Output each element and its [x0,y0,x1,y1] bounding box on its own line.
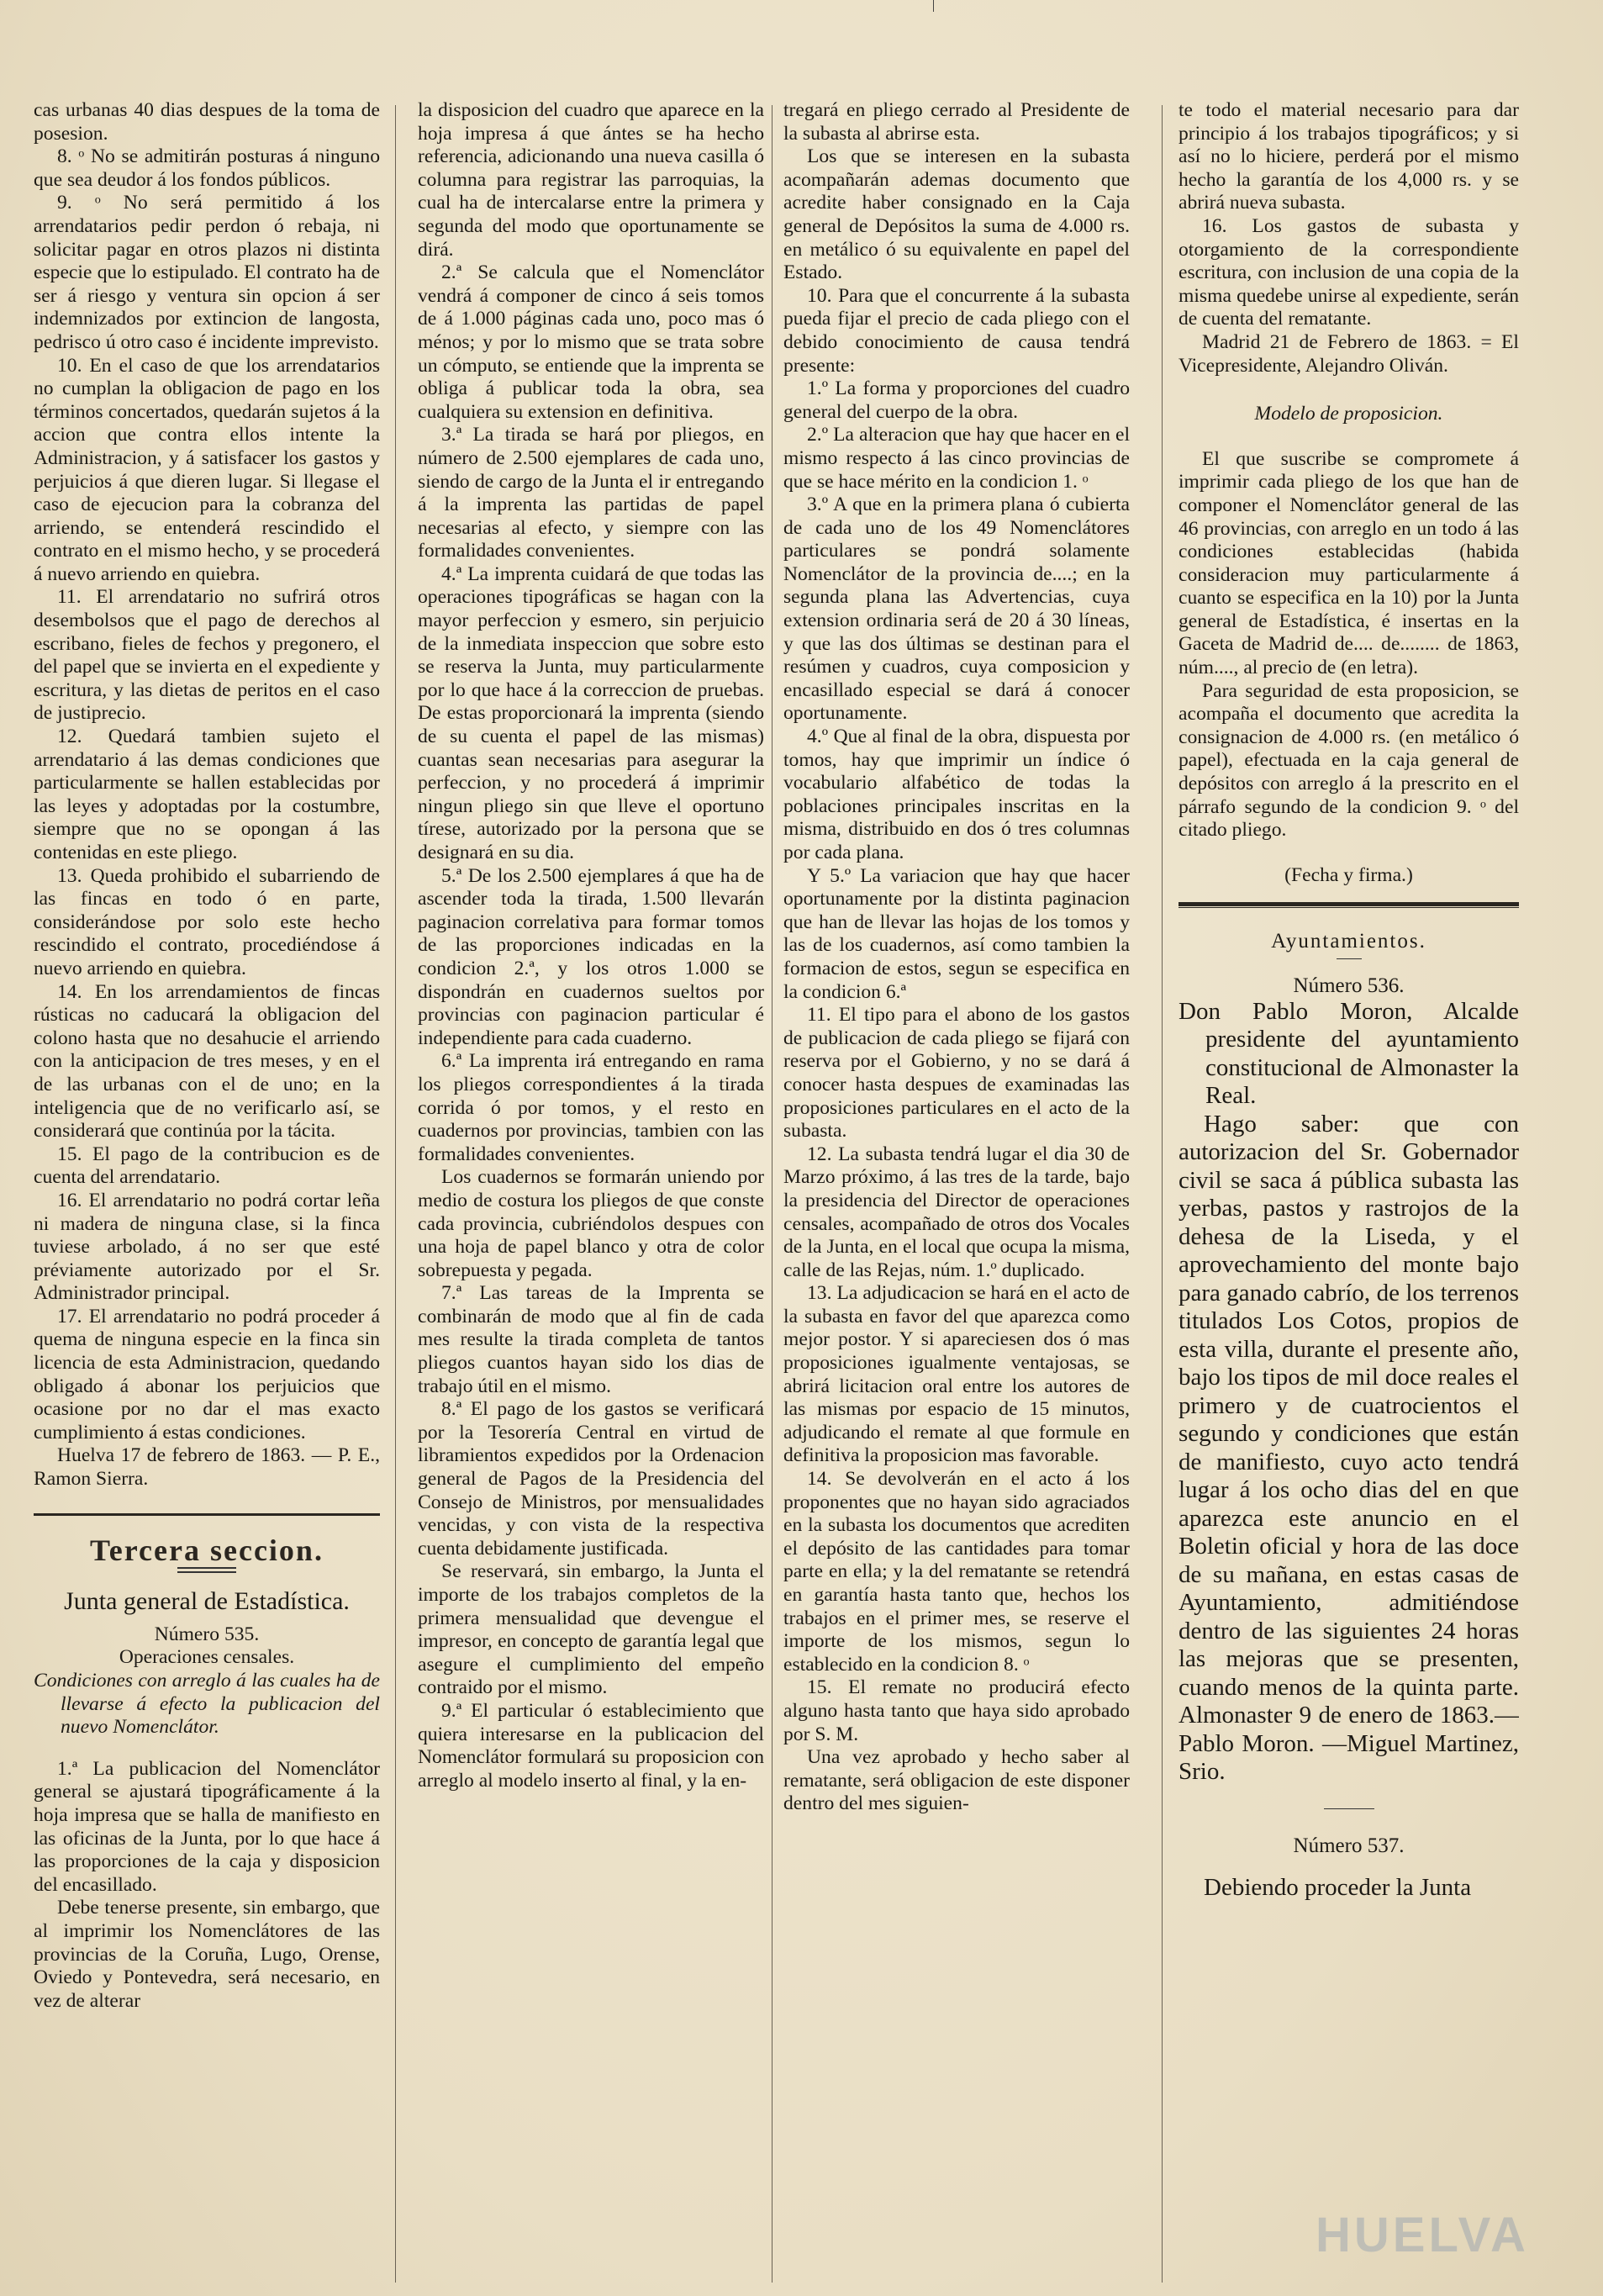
short-rule [1337,958,1362,959]
column-divider [395,105,396,2283]
section-title: Tercera seccion. [90,1533,324,1567]
edict-heading: Don Pablo Moron, Alcalde presidente del ayuntamiento constitucional de Almonaster la Real. [1179,997,1519,1110]
paragraph: 11. El arrendatario no sufrirá otros desembolsos que el pago de derechos al escribano, fieles de fechos y pregonero, el del papel que se invierta en el expediente y escritura, y las dietas de peritos en el caso de justiprecio. [34,586,380,725]
paragraph: 1.º La forma y proporciones del cuadro general del cuerpo de la obra. [783,377,1130,423]
notice-number: Número 537. [1293,1834,1405,1857]
paragraph: 15. El pago de la contribucion es de cuenta del arrendatario. [34,1143,380,1189]
paragraph: 3.º A que en la primera plana ó cubierta de cada uno de los 49 Nomenclátores particulares se pondrá solamente Nomenclátor de la provincia de....; en la segunda plana las Advertencias, cuya extension ordinaria será de 20 á 30 líneas, y que las dos últimas se destinan para el resúmen y cuadros, cuya composicion y encasillado especial se dará á conocer oportunamente. [783,494,1130,725]
signature-line: Madrid 21 de Febrero de 1863. = El Vicepresidente, Alejandro Oliván. [1179,330,1519,377]
ayuntamientos-heading: Ayuntamientos. [1271,930,1426,953]
library-watermark: HUELVA [1316,2208,1529,2262]
model-title: Modelo de proposicion. [1254,403,1443,425]
paragraph: 4.ª La imprenta cuidará de que todas las operaciones tipográficas se hagan con la mayor perfeccion y esmero, sin perjuicio de la inmediata inspeccion que sobre esto se reserva la Junta, muy particularmente por lo que hace á la correccion de pruebas. De estas proporcionará la imprenta (siendo de su cuenta el papel de las mismas) cuantas sean necesarias para asegurar la perfeccion, y no procederá á imprimir ningun pliego sin que lleve el oportuno tírese, autorizado por la persona que se designará en su dia. [418,562,764,863]
paragraph: 10. En el caso de que los arrendatarios no cumplan la obligacion de pago en los términos concertados, quedarán sujetos á la accion que contra ellos intente la Administracion, y á satisfacer los gastos y perjuicios á que dieren lugar. Si llegase el caso de ejecucion para la cobranza del arriendo, se entenderá rescindido el contrato en el mismo hecho, y se procederá á nuevo arriendo en quiebra. [34,354,380,585]
paragraph: la disposicion del cuadro que aparece en la hoja impresa á que ántes se ha hecho referencia, adicionando una nueva casilla ó columna para registrar las parroquias, la cual ha de intercalarse entre la primera y segunda del modo que oportunamente se dirá. [418,99,764,261]
paragraph: Para seguridad de esta proposicion, se acompaña el documento que acredita la consignacion de 4.000 rs. (en metálico ó papel), efectuada en la caja general de depósitos con arreglo á la prescrito en el párrafo segundo de la condicion 9. ᵒ del citado pliego. [1179,679,1519,842]
paragraph: Se reservará, sin embargo, la Junta el importe de los trabajos completos de la primera mensualidad que devengue el impresor, en concepto de garantía legal que asegure el cumplimiento del empeño contraido por el mismo. [418,1560,764,1699]
paragraph: 3.ª La tirada se hará por pliegos, en número de 2.500 ejemplares de cada uno, siendo de cargo de la Junta el ir entregando á la imprenta las partidas de papel necesarias al efecto, y siempre con las formalidades convenientes. [418,424,764,562]
paragraph: 8. ᵒ No se admitirán posturas á ninguno que sea deudor á los fondos públicos. [34,145,380,191]
paragraph: 2.º La alteracion que hay que hacer en el mismo respecto á las cinco provincias de que se hace mérito en la condicion 1. ᵒ [783,424,1130,493]
edict-body: Hago saber: que con autorizacion del Sr. Gobernador civil se saca á pública subasta las yerbas, pastos y rastrojos de la dehesa de la Liseda, y el aprovechamiento del monte bajo para ganado cabrío, de los terrenos titulados Los Cotos, propios de esta villa, durante el presente año, bajo los tipos de mil doce reales el primero y de cuatrocientos el segundo y condiciones que están de manifiesto, cuyo acto tendrá lugar á los ocho dias del en que aparezca este anuncio en el Boletin oficial y hora de las doce de su mañana, en estas casas de Ayuntamiento, admitiéndose dentro de las siguientes 24 horas las mejoras que se presenten, cuando menos de la quinta parte. Almonaster 9 de enero de 1863.— Pablo Moron. —Miguel Martinez, Srio. [1179,1110,1519,1786]
paragraph: 2.ª Se calcula que el Nomenclátor vendrá á componer de cinco á seis tomos de á 1.000 páginas cada uno, poco mas ó ménos; y por lo mismo que se trata sobre un cómputo, se entiende que la imprenta se obliga á publicar toda la obra, sea cualquiera su extension en definitiva. [418,261,764,423]
paragraph: Los que se interesen en la subasta acompañarán ademas documento que acredite haber consignado en la Caja general de Depósitos la suma de 4.000 rs. en metálico ó su equivalente en papel del Estado. [783,145,1130,284]
paragraph: 16. Los gastos de subasta y otorgamiento de la correspondiente escritura, con inclusion de una copia de la misma quedebe unirse al expediente, serán de cuenta del rematante. [1179,214,1519,330]
paragraph: tregará en pliego cerrado al Presidente de la subasta al abrirse esta. [783,99,1130,145]
junta-heading: Junta general de Estadística. [64,1587,350,1616]
paragraph: 13. Queda prohibido el subarriendo de las fincas en todo ó en parte, considerándose por solo este hecho rescindido el contrato, procediéndose á nuevo arriendo en quiebra. [34,864,380,979]
edict [1179,998,1519,1787]
conditions-title: Condiciones con arreglo á las cuales ha de llevarse á efecto la publicacion del nuevo Nomenclátor. [34,1670,380,1739]
paragraph: cas urbanas 40 dias despues de la toma de posesion. [34,99,380,145]
paragraph: Los cuadernos se formarán uniendo por medio de costura los pliegos de que conste cada provincia, cubriéndolos despues con una hoja de papel blanco y otra de color sobrepuesta y pegada. [418,1166,764,1281]
top-mark [933,0,934,12]
paragraph: Una vez aprobado y hecho saber al rematante, será obligacion de este disponer dentro del mes siguien- [783,1746,1130,1815]
section-rule [34,1513,380,1516]
edict [1179,1874,1519,1903]
signature-line: Huelva 17 de febrero de 1863. — P. E., Ramon Sierra. [34,1444,380,1491]
paragraph: Y 5.º La variacion que hay que hacer oportunamente por la distinta paginacion que han de llevar las hojas de los tomos y las de los cuadernos, así como tambien la formacion de estos, segun se especifica en la condicion 6.ª [783,864,1130,1003]
paragraph: 14. Se devolverán en el acto á los proponentes que no hayan sido agraciados en la subasta los documentos que acrediten el depósito de las cantidades para tomar parte en ella; y la del rematante se retendrá en garantía hasta tanto que, hechos los trabajos en el primer mes, se reserve el importe de los mismos, segun lo establecido en la condicion 8. ᵒ [783,1468,1130,1676]
paragraph: 16. El arrendatario no podrá cortar leña ni madera de ninguna clase, si la finca tuviese arbolado, á no ser que esté préviamente autorizado por el Sr. Administrador principal. [34,1189,380,1305]
paragraph: 6.ª La imprenta irá entregando en rama los pliegos correspondientes á la tirada corrida ó por tomos, y el resto en cuadernos por provincias, tambien con las formalidades convenientes. [418,1050,764,1165]
paragraph: 13. La adjudicacion se hará en el acto de la subasta en favor del que aparezca como mejor postor. Y si apareciesen dos ó mas proposiciones igualmente ventajosas, se abrirá licitacion oral entre los autores de las mismas por espacio de 15 minutos, adjudicando el remate al que formule en definitiva la proposicion mas favorable. [783,1282,1130,1467]
paragraph: 17. El arrendatario no podrá proceder á quema de ninguna especie en la finca sin licencia de esta Administracion, quedando obligado á abonar los perjuicios que ocasione por no dar el mas exacto cumplimiento á estas condiciones. [34,1305,380,1444]
edict-body: Debiendo proceder la Junta [1204,1874,1472,1902]
notice-number: Número 535. [154,1623,260,1645]
paragraph: Debe tenerse presente, sin embargo, que al imprimir los Nomenclátores de las provincias de la Coruña, Lugo, Orense, Oviedo y Pontevedra, será necesario, en vez de alterar [34,1897,380,2012]
double-rule [177,1567,236,1573]
paragraph: 15. El remate no producirá efecto alguno hasta tanto que haya sido aprobado por S. M. [783,1676,1130,1745]
paragraph: El que suscribe se compromete á imprimir cada pliego de los que han de componer el Nomenclátor general de las 46 provincias, con arreglo en un todo á las condiciones establecidas (habida consideracion muy particularmente á cuanto se especifica en la 10) por la Junta general de Estadística, é insertas en la Gaceta de Madrid de.... de........ de 1863, núm...., al precio de (en letra). [1179,447,1519,679]
paragraph: te todo el material necesario para dar principio á los trabajos tipográficos; y si así no lo hiciere, perderá por el mismo hecho la garantía de los 4,000 rs. y se abrirá nueva subasta. [1179,99,1519,214]
column-4 [1179,99,1519,2285]
notice-subtitle: Operaciones censales. [119,1646,295,1669]
column-3 [783,99,1130,2285]
paragraph: 1.ª La publicacion del Nomenclátor general se ajustará tipográficamente á la hoja impresa que se halla de manifiesto en las oficinas de la Junta, por lo que hace á las proporciones de la caja y disposicion del encasillado. [34,1757,380,1896]
column-divider [1162,105,1163,2283]
paragraph: 9.ª El particular ó establecimiento que quiera interesarse en la publicacion del Nomenclátor formulará su proposicion con arreglo al modelo inserto al final, y la en- [418,1699,764,1792]
paragraph: 4.º Que al final de la obra, dispuesta por tomos, hay que imprimir un índice ó vocabulario alfabético de todas la poblaciones principales inscritas en la misma, distribuido en dos ó tres columnas por cada plana. [783,726,1130,863]
short-rule [1324,1808,1374,1809]
column-2 [418,99,764,2285]
paragraph: 11. El tipo para el abono de los gastos de publicacion de cada pliego se fijará con reserva por el Gobierno, y no se dará á conocer hasta despues de examinadas las proposiciones particulares en el acto de la subasta. [783,1004,1130,1143]
column-1 [34,99,380,2285]
paragraph: 12. Quedará tambien sujeto el arrendatario á las demas condiciones que particularmente se hallen establecidas por las leyes y adoptadas por la costumbre, siempre que no se opongan á las contenidas en este pliego. [34,726,380,863]
paragraph: 8.ª El pago de los gastos se verificará por la Tesorería Central en virtud de libramientos expedidos por la Ordenacion general de Pagos de la Presidencia del Consejo de Ministros, por mensualidades vencidas, y con vista de la respectiva cuenta debidamente justificada. [418,1398,764,1560]
paragraph: 9. ᵒ No será permitido á los arrendatarios pedir perdon ó rebaja, ni solicitar pagar en otros plazos ni distinta especie que lo estipulado. El contrato ha de ser á riesgo y ventura sin opcion á ser indemnizados por extincion de langosta, pedrisco ú otro caso é incidente imprevisto. [34,192,380,353]
notice-number: Número 536. [1293,974,1405,997]
paragraph: 5.ª De los 2.500 ejemplares á que ha de ascender toda la tirada, 1.500 llevarán paginacion correlativa para formar tomos de las proporciones indicadas en la condicion 2.ª, y los otros 1.000 se dispondrán en cuadernos sueltos por provincias con paginacion particular é independiente para cada cuaderno. [418,864,764,1049]
date-signature: (Fecha y firma.) [1284,863,1413,886]
paragraph: 14. En los arrendamientos de fincas rústicas no caducará la obligacion del colono hasta que no desahucie el arriendo con la anticipacion de tres meses, y en el de las urbanas con el de uno; en la inteligencia que de no verificarlo así, se considerará que continúa por la tácita. [34,980,380,1143]
paragraph: 7.ª Las tareas de la Imprenta se combinarán de modo que al fin de cada mes resulte la tirada completa de tantos pliegos cuantos hayan sido los dias de trabajo útil en el mismo. [418,1282,764,1397]
section-rule [1179,902,1519,908]
paragraph: 10. Para que el concurrente á la subasta pueda fijar el precio de cada pliego con el debido conocimiento de causa tendrá presente: [783,284,1130,377]
paragraph: 12. La subasta tendrá lugar el dia 30 de Marzo próximo, á las tres de la tarde, bajo la presidencia del Director de operaciones censales, acompañado de otros dos Vocales de la Junta, en el local que ocupa la misma, calle de las Rejas, núm. 1.º duplicado. [783,1143,1130,1281]
